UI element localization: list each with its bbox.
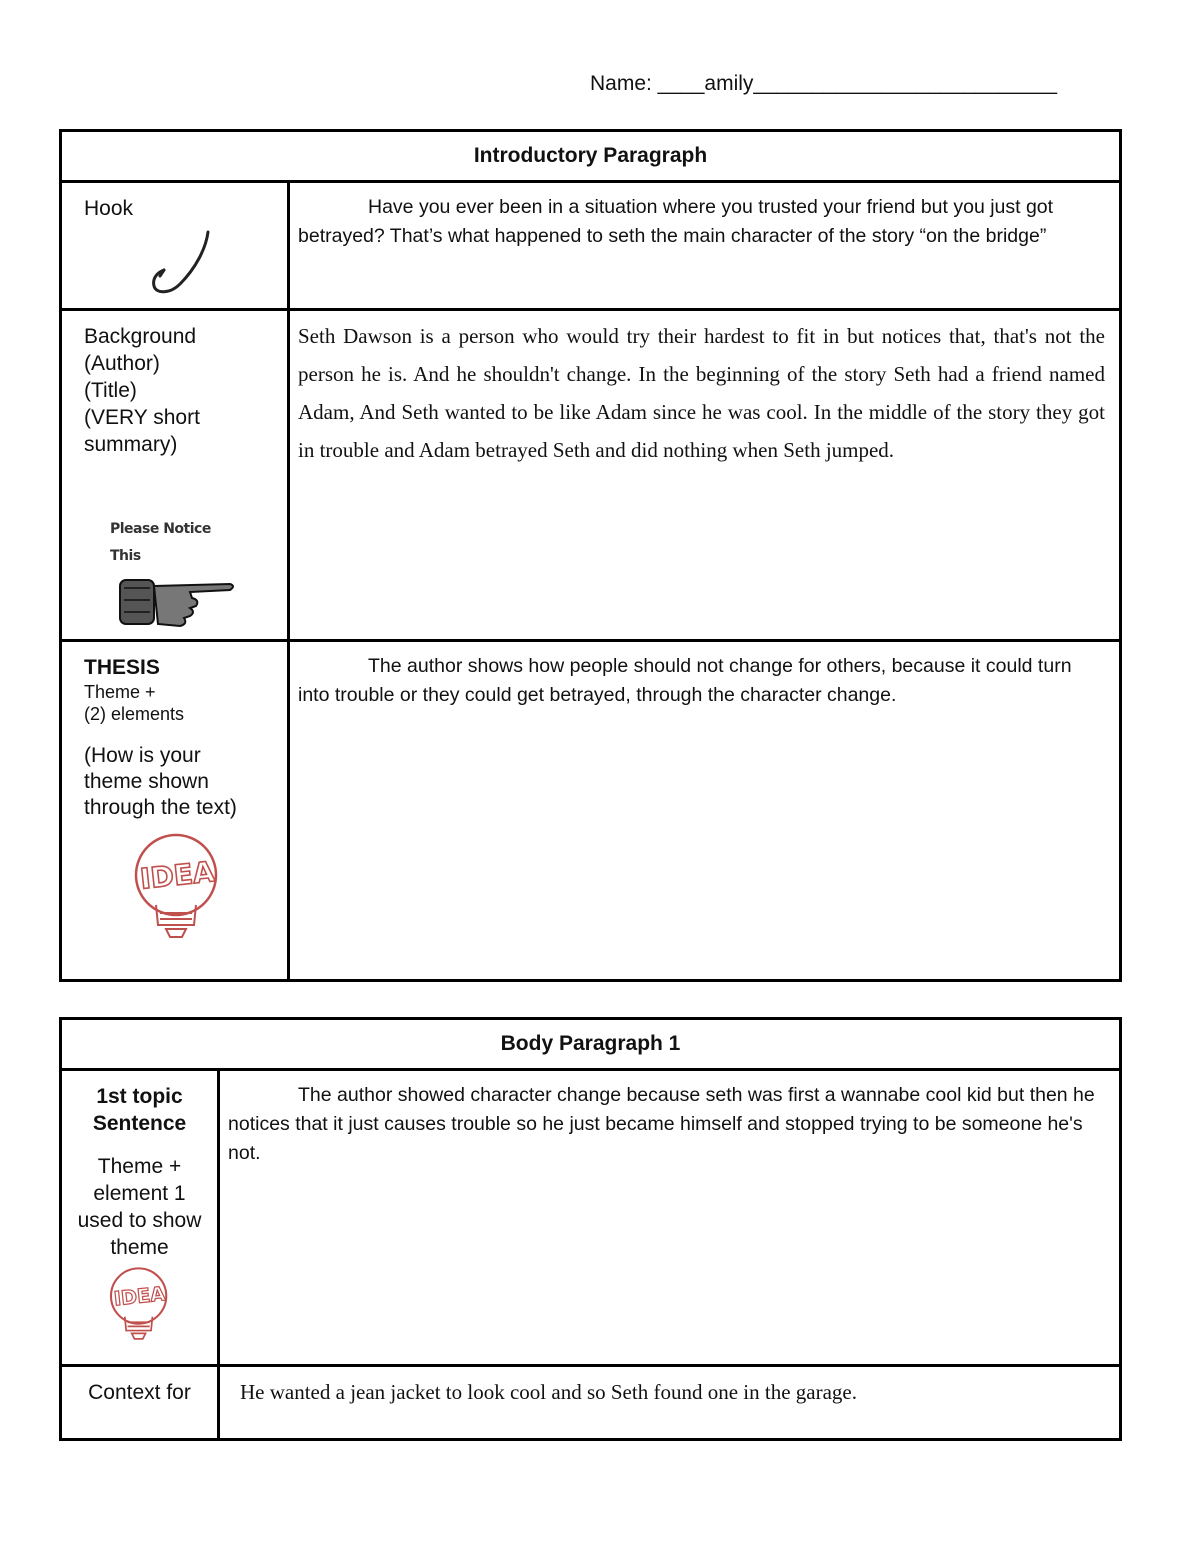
background-text: Seth Dawson is a person who would try their hardest to fit in but notices that, that's not the person he is. And he shouldn't change. In the beginning of the story Seth had a friend named Adam, And Seth wanted to be like Adam since he was cool. In the middle of the story they got in trouble and Adam betrayed Seth and did nothing when Seth jumped. [298,324,1105,462]
name-line: Name: ____amily__________________________ [590,72,1058,95]
topic-response[interactable] [219,1070,1121,1366]
idea-lightbulb-small-icon [105,1267,175,1343]
background-label-3: (Title) [84,379,137,402]
fishhook-icon [136,228,226,298]
intro-table [59,129,1122,982]
thesis-question-1: (How is your [84,744,201,767]
thesis-question-2: theme shown [84,770,209,793]
notice-caption: Please Notice This [110,521,211,564]
thesis-response[interactable] [289,641,1121,981]
topic-cell [61,1070,219,1366]
idea-text-small: IDEA [112,1282,166,1311]
background-cell [61,310,289,641]
background-response[interactable] [289,310,1121,641]
topic-text: The author showed character change because seth was first a wannabe cool kid but then he notices that it just causes trouble so he just became himself and stopped trying to be someone he's not. [228,1084,1095,1164]
topic-label-2: Sentence [92,1112,187,1135]
topic-label-1: 1st topic [96,1085,183,1108]
context-response[interactable] [219,1366,1121,1440]
background-label-5: summary) [84,433,178,456]
topic-sub-3: used to show [77,1209,202,1232]
topic-sub-4: theme [110,1236,169,1259]
background-label-2: (Author) [84,352,160,375]
idea-lightbulb-icon [128,833,228,943]
thesis-label: THESIS [84,656,160,679]
context-label: Context for [88,1381,191,1404]
body1-table [59,1017,1122,1441]
hook-label: Hook [84,197,134,220]
intro-title: Introductory Paragraph [61,131,1121,182]
thesis-cell [61,641,289,981]
notice-image [110,516,240,639]
hook-cell [61,182,289,310]
topic-sub-2: element 1 [93,1182,186,1205]
topic-sub-1: Theme + [97,1155,182,1178]
thesis-sub-2: (2) elements [84,704,185,724]
thesis-sub-1: Theme + [84,682,156,702]
background-label-1: Background [84,325,197,348]
thesis-question-3: through the text) [84,796,237,819]
body1-title: Body Paragraph 1 [61,1019,1121,1070]
hook-response[interactable] [289,182,1121,310]
thesis-text: The author shows how people should not change for others, because it could turn into trouble or they could get betrayed, through the character change. [298,655,1072,706]
hook-text: Have you ever been in a situation where you trusted your friend but you just got betrayed? That’s what happened to seth the main character of the story “on the bridge” [298,196,1054,247]
idea-text: IDEA [138,855,217,896]
background-label-4: (VERY short [84,406,200,429]
context-cell [61,1366,219,1440]
context-text: He wanted a jean jacket to look cool and so Seth found one in the garage. [240,1380,857,1404]
pointing-hand-icon [110,570,240,632]
